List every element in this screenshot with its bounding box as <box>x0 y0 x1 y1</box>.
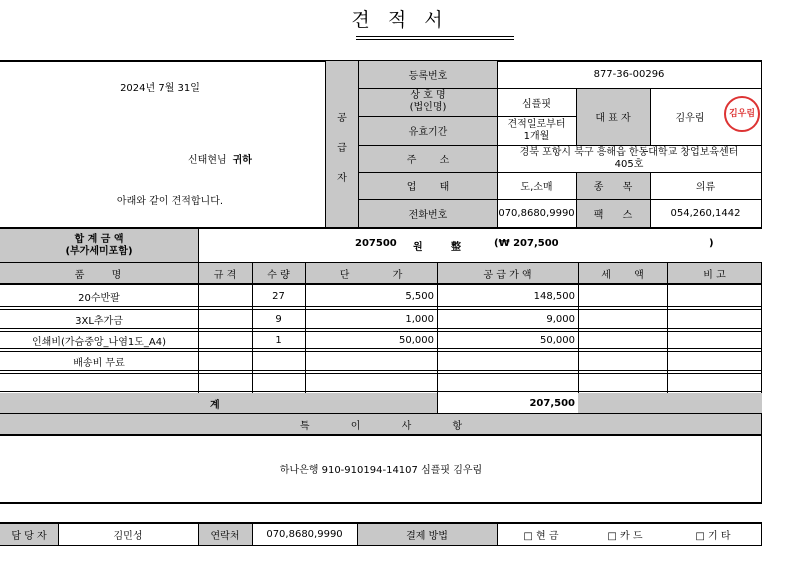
total-label-line: (부가세미포함) <box>65 245 133 257</box>
address-line: 405호 <box>614 158 644 170</box>
sum-label: 계 <box>210 400 220 411</box>
rep-name: 김우림 <box>675 113 705 124</box>
contact-label: 연락처 <box>210 531 240 542</box>
contact-phone: 070,8680,9990 <box>266 529 343 540</box>
recipient <box>188 150 328 166</box>
validity-line: 견적일로부터 <box>507 118 566 130</box>
item-supply: 9,000 <box>546 313 575 325</box>
business-label: 업 태 <box>406 182 450 193</box>
col-spec: 규 격 <box>213 269 237 281</box>
item-price: 1,000 <box>405 313 434 325</box>
total-amount: 207500 <box>355 238 397 249</box>
total-formatted: (₩ 207,500 <box>494 238 559 249</box>
table-row <box>0 352 762 370</box>
item-supply: 50,000 <box>540 334 575 346</box>
col-tax: 세 액 <box>601 269 644 281</box>
total-jeong: 整 <box>451 242 461 253</box>
sum-supply: 207,500 <box>529 397 575 409</box>
address <box>497 145 761 172</box>
item-price: 50,000 <box>399 334 434 346</box>
payment-card-checkbox[interactable]: □ 카 드 <box>607 531 643 542</box>
item-qty: 27 <box>272 290 285 302</box>
col-price: 단 가 <box>339 269 403 281</box>
validity-line: 1개월 <box>523 130 550 142</box>
business-item: 의류 <box>695 182 716 193</box>
validity-label: 유효기간 <box>408 127 448 138</box>
sum-row-bg-right <box>578 393 762 413</box>
special-note: 하나은행 910-910194-14107 심플핏 김우림 <box>279 464 483 476</box>
col-supply: 공 급 가 액 <box>483 269 532 281</box>
total-label <box>0 229 198 262</box>
col-name: 품 명 <box>74 269 124 281</box>
table-row <box>0 374 762 392</box>
item-qty: 1 <box>275 334 282 346</box>
supplier-side-label <box>325 61 359 227</box>
intro-text: 아래와 같이 견적합니다. <box>116 195 224 207</box>
item-qty: 9 <box>275 313 282 325</box>
address-line: 경북 포항시 북구 흥해읍 한동대학교 창업보육센터 <box>519 146 739 158</box>
fax-label: 팩 스 <box>593 209 633 221</box>
recipient-name: 신태현님 <box>188 154 227 166</box>
side-char: 공 <box>337 112 347 124</box>
col-note: 비 고 <box>703 269 726 281</box>
item-supply: 148,500 <box>533 290 575 302</box>
company-seal: 김우림 <box>724 96 760 132</box>
total-label-line: 합 계 금 액 <box>74 233 124 245</box>
company-name: 심플핏 <box>522 98 551 110</box>
side-char: 급 <box>337 142 347 154</box>
table-row <box>0 286 762 307</box>
company-label <box>359 88 497 116</box>
recipient-honorific: 귀하 <box>232 154 252 166</box>
item-label: 종 목 <box>593 182 633 193</box>
business-type: 도,소매 <box>520 182 553 193</box>
payment-other-checkbox[interactable]: □ 기 타 <box>695 531 731 542</box>
phone-label: 전화번호 <box>408 209 448 221</box>
col-qty: 수 량 <box>267 269 290 281</box>
reg-no: 877-36-00296 <box>593 69 665 80</box>
phone: 070,8680,9990 <box>498 207 575 219</box>
special-label: 특 이 사 항 <box>0 414 762 434</box>
rep-label: 대 표 자 <box>595 113 631 124</box>
total-won: 원 <box>413 242 423 253</box>
quote-date: 2024년 7월 31일 <box>120 82 200 94</box>
item-name: 인쇄비(가슴중앙_나염1도_A4) <box>32 336 166 348</box>
item-price: 5,500 <box>405 290 434 302</box>
address-label: 주 소 <box>406 155 450 166</box>
fax: 054,260,1442 <box>670 207 741 219</box>
table-row <box>0 332 762 349</box>
company-label-line: (법인명) <box>409 102 447 113</box>
manager-name: 김민성 <box>113 531 143 542</box>
validity <box>497 116 576 145</box>
side-char: 자 <box>337 172 347 184</box>
document-title: 견 적 서 <box>351 8 449 31</box>
company-label-line: 상 호 명 <box>410 90 446 101</box>
total-close-paren: ) <box>709 238 714 249</box>
item-name: 3XL추가금 <box>75 315 123 327</box>
payment-label: 결제 방법 <box>406 531 448 542</box>
table-row <box>0 310 762 329</box>
item-name: 배송비 무료 <box>73 357 125 369</box>
manager-label: 담 당 자 <box>11 531 47 542</box>
item-name: 20수반팔 <box>78 292 120 304</box>
reg-no-label: 등록번호 <box>408 71 448 82</box>
payment-cash-checkbox[interactable]: □ 현 금 <box>523 531 559 542</box>
